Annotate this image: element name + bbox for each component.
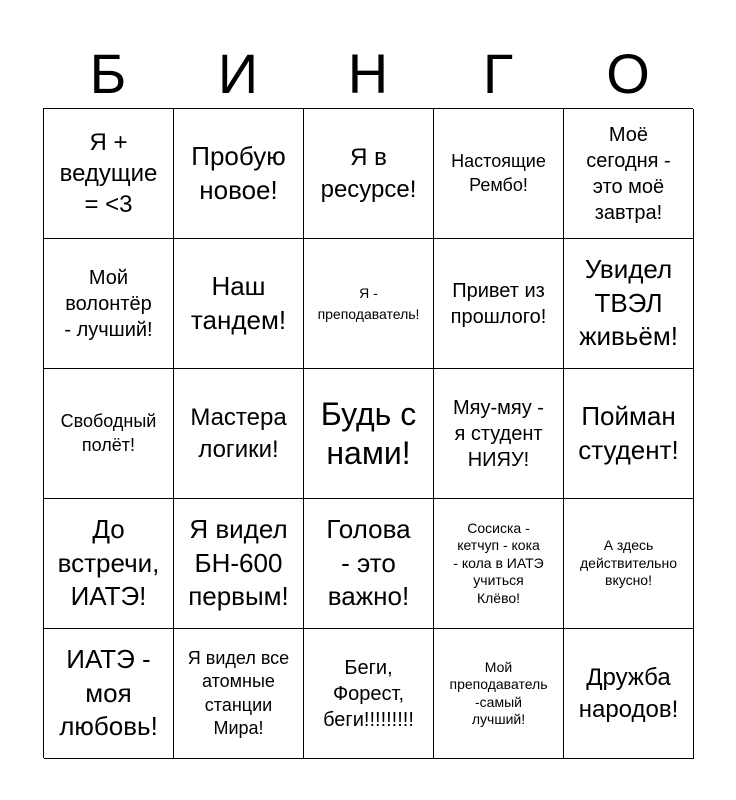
bingo-cell-r1-c4[interactable]: Увидел ТВЭЛ живьём! xyxy=(564,239,694,369)
bingo-cell-r2-c2[interactable]: Будь с нами! xyxy=(304,369,434,499)
bingo-cell-r1-c1[interactable]: Наш тандем! xyxy=(174,239,304,369)
header-letter-o: О xyxy=(606,42,650,105)
bingo-grid xyxy=(43,108,693,758)
bingo-cell-r1-c2[interactable]: Я - преподаватель! xyxy=(304,239,434,369)
bingo-cell-r3-c3[interactable]: Сосиска - кетчуп - кока - кола в ИАТЭ учиться Клёво! xyxy=(434,499,564,629)
bingo-cell-r4-c4[interactable]: Дружба народов! xyxy=(564,629,694,759)
bingo-cell-r0-c2[interactable]: Я в ресурсе! xyxy=(304,109,434,239)
bingo-cell-r2-c3[interactable]: Мяу-мяу - я студент НИЯУ! xyxy=(434,369,564,499)
bingo-cell-r3-c0[interactable]: До встречи, ИАТЭ! xyxy=(44,499,174,629)
bingo-cell-r0-c1[interactable]: Пробую новое! xyxy=(174,109,304,239)
bingo-cell-r4-c0[interactable]: ИАТЭ - моя любовь! xyxy=(44,629,174,759)
bingo-cell-r0-c0[interactable]: Я + ведущие = <3 xyxy=(44,109,174,239)
bingo-cell-r2-c0[interactable]: Свободный полёт! xyxy=(44,369,174,499)
header-letter-i: И xyxy=(217,42,259,105)
bingo-cell-r2-c4[interactable]: Пойман студент! xyxy=(564,369,694,499)
bingo-cell-r0-c3[interactable]: Настоящие Рембо! xyxy=(434,109,564,239)
bingo-cell-r4-c2[interactable]: Беги, Форест, беги!!!!!!!!! xyxy=(304,629,434,759)
bingo-cell-r1-c0[interactable]: Мой волонтёр - лучший! xyxy=(44,239,174,369)
bingo-cell-r4-c3[interactable]: Мой преподаватель -самый лучший! xyxy=(434,629,564,759)
header-letter-g: Г xyxy=(482,42,514,105)
bingo-cell-r3-c4[interactable]: А здесь действительно вкусно! xyxy=(564,499,694,629)
bingo-header xyxy=(43,40,693,108)
bingo-cell-r1-c3[interactable]: Привет из прошлого! xyxy=(434,239,564,369)
header-letter-b: Б xyxy=(89,42,127,105)
bingo-cell-r2-c1[interactable]: Мастера логики! xyxy=(174,369,304,499)
header-letter-n: Н xyxy=(347,42,389,105)
bingo-cell-r3-c2[interactable]: Голова - это важно! xyxy=(304,499,434,629)
bingo-cell-r4-c1[interactable]: Я видел все атомные станции Мира! xyxy=(174,629,304,759)
bingo-cell-r0-c4[interactable]: Моё сегодня - это моё завтра! xyxy=(564,109,694,239)
bingo-cell-r3-c1[interactable]: Я видел БН-600 первым! xyxy=(174,499,304,629)
